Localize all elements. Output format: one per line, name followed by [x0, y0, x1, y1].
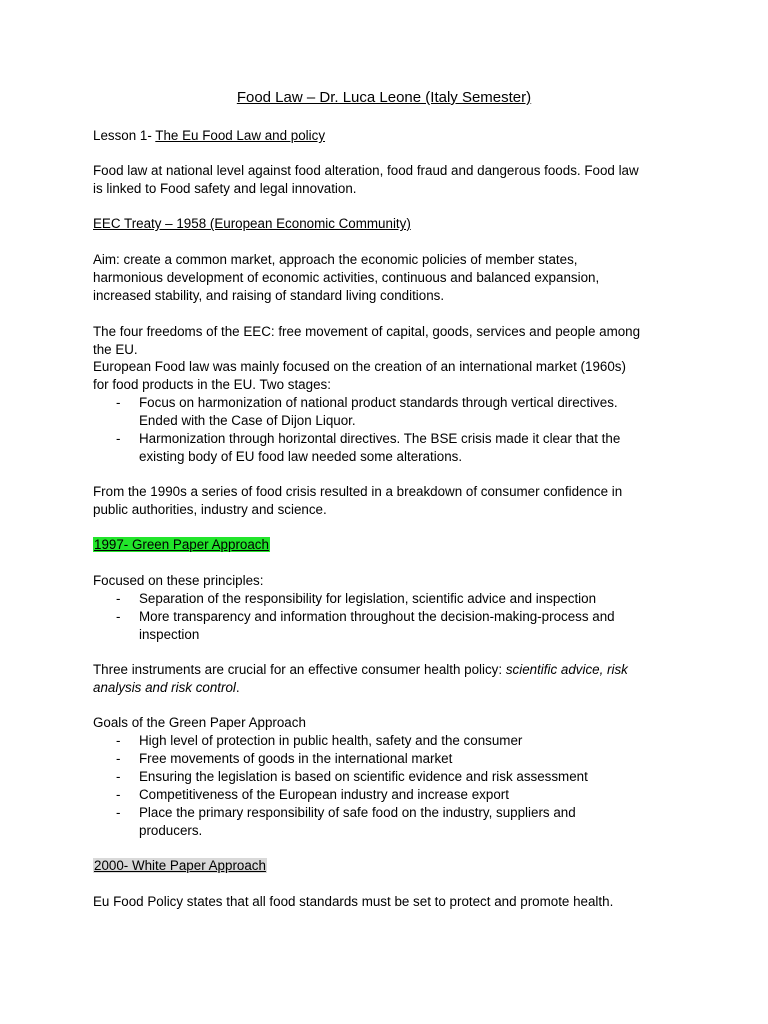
freedoms-line: European Food law was mainly focused on the creation of an international market (1960s): [93, 359, 626, 374]
list-dash: -: [116, 769, 121, 784]
lesson-heading: [93, 127, 325, 145]
list-item-line: High level of protection in public health, safety and the consumer: [139, 733, 523, 748]
list-item-line: Ended with the Case of Dijon Liquor.: [139, 413, 356, 428]
freedoms-line: The four freedoms of the EEC: free movement of capital, goods, services and people among: [93, 324, 641, 339]
instruments-line: [93, 679, 240, 697]
list-dash: -: [116, 591, 121, 606]
lesson-name: The Eu Food Law and policy: [155, 128, 326, 143]
list-dash: -: [116, 431, 121, 446]
list-item-line: Place the primary responsibility of safe food on the industry, suppliers and: [139, 805, 576, 820]
list-dash: -: [116, 733, 121, 748]
instruments-text: .: [235, 680, 240, 695]
green-paper-heading: [93, 536, 270, 554]
white-paper-heading: [93, 857, 267, 875]
list-item-line: inspection: [139, 627, 200, 642]
list-item-line: Focus on harmonization of national product standards through vertical directives.: [139, 395, 618, 410]
list-dash: -: [116, 395, 121, 410]
aim-line: Aim: create a common market, approach the economic policies of member states,: [93, 252, 578, 267]
list-item-line: Free movements of goods in the international market: [139, 751, 453, 766]
crisis-line: From the 1990s a series of food crisis resulted in a breakdown of consumer confidence in: [93, 484, 623, 499]
policy-line: Eu Food Policy states that all food standards must be set to protect and promote health.: [93, 894, 614, 909]
aim-line: increased stability, and raising of standard living conditions.: [93, 288, 445, 303]
eec-heading: EEC Treaty – 1958 (European Economic Community): [93, 216, 411, 231]
list-item-line: Ensuring the legislation is based on scientific evidence and risk assessment: [139, 769, 588, 784]
list-dash: -: [116, 751, 121, 766]
lesson-prefix: Lesson 1-: [93, 128, 156, 143]
list-item-line: Harmonization through horizontal directives. The BSE crisis made it clear that the: [139, 431, 621, 446]
instruments-italic: analysis and risk control: [93, 680, 236, 695]
crisis-line: public authorities, industry and science.: [93, 502, 327, 517]
instruments-italic: scientific advice, risk: [505, 662, 628, 677]
list-dash: -: [116, 787, 121, 802]
list-dash: -: [116, 805, 121, 820]
goals-intro: Goals of the Green Paper Approach: [93, 715, 306, 730]
intro-line: Food law at national level against food alteration, food fraud and dangerous foods. Food law: [93, 163, 639, 178]
principles-intro: Focused on these principles:: [93, 573, 264, 588]
instruments-text: Three instruments are crucial for an effective consumer health policy:: [93, 662, 506, 677]
intro-line: is linked to Food safety and legal innovation.: [93, 181, 357, 196]
green-paper-heading-text: 1997- Green Paper Approach: [94, 537, 269, 552]
list-item-line: More transparency and information throughout the decision-making-process and: [139, 609, 615, 624]
document-title: Food Law – Dr. Luca Leone (Italy Semester): [236, 89, 532, 106]
freedoms-line: the EU.: [93, 342, 138, 357]
freedoms-line: for food products in the EU. Two stages:: [93, 377, 331, 392]
white-paper-heading-text: 2000- White Paper Approach: [94, 858, 266, 873]
list-item-line: existing body of EU food law needed some alterations.: [139, 449, 463, 464]
aim-line: harmonious development of economic activities, continuous and balanced expansion,: [93, 270, 600, 285]
list-item-line: Competitiveness of the European industry and increase export: [139, 787, 509, 802]
instruments-line: [93, 661, 628, 679]
list-item-line: Separation of the responsibility for legislation, scientific advice and inspection: [139, 591, 597, 606]
list-item-line: producers.: [139, 823, 203, 838]
list-dash: -: [116, 609, 121, 624]
